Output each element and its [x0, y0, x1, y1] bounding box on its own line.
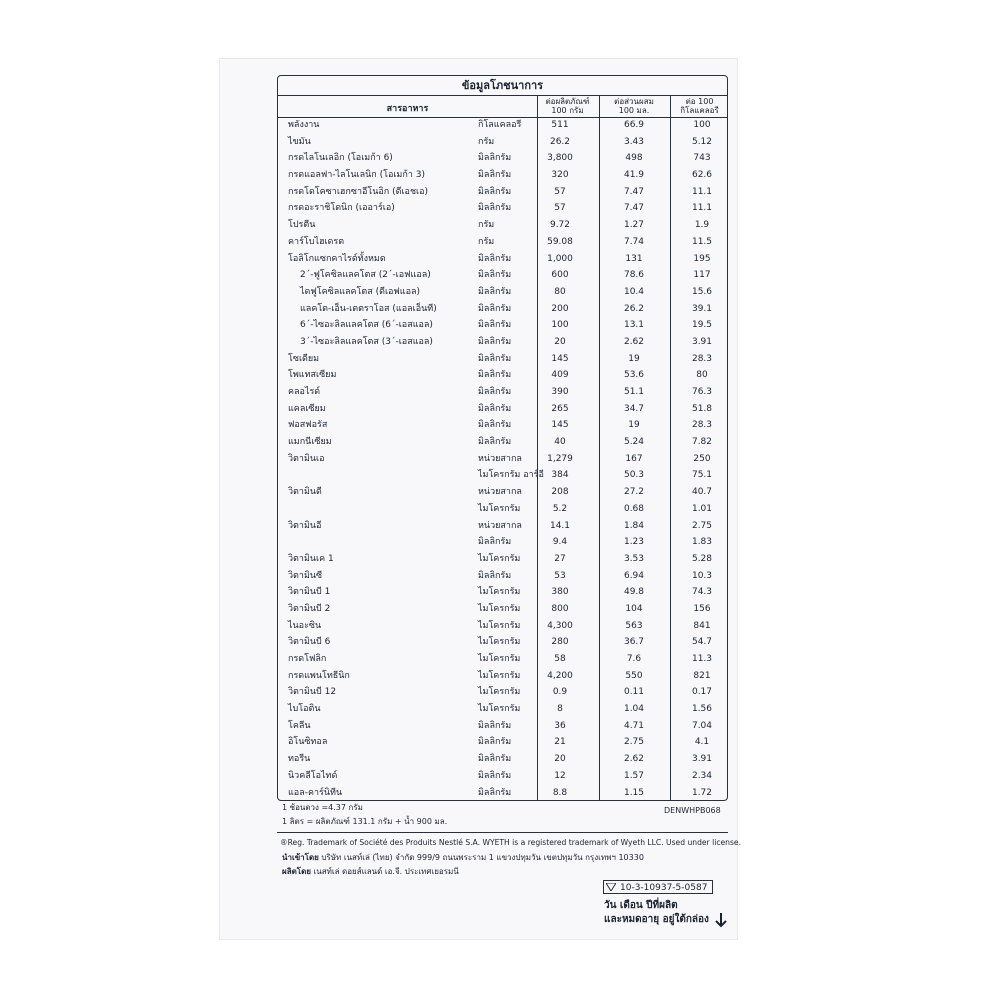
value-per-100ml: 41.9	[623, 170, 645, 181]
value-per-100kcal: 5.28	[691, 553, 713, 564]
litre-note: 1 ลิตร = ผลิตภัณฑ์ 131.1 กรัม + น้ำ 900 มล.	[282, 817, 448, 826]
value-per-100ml: 78.6	[623, 270, 645, 281]
value-per-100kcal: 11.3	[691, 654, 713, 664]
per-100g-header	[537, 97, 598, 115]
nutrient-name: โคลีน	[288, 720, 311, 731]
value-per-100kcal: 15.6	[691, 286, 713, 297]
value-per-100g: 800	[551, 603, 569, 614]
table-row	[278, 684, 727, 701]
value-per-100ml: 34.7	[623, 403, 645, 414]
value-per-100g: 1,279	[547, 453, 573, 464]
value-per-100g: 384	[551, 470, 569, 481]
nutrient-name: แคลเซียม	[288, 403, 326, 414]
value-per-100kcal: 11.1	[691, 203, 713, 214]
table-row	[278, 768, 727, 785]
product-code: DENWHPB068	[664, 806, 721, 815]
value-per-100g: 390	[551, 387, 569, 397]
triangle-icon	[606, 883, 616, 891]
value-per-100ml: 13.1	[623, 320, 645, 331]
value-per-100g: 58	[554, 654, 566, 664]
table-row	[278, 534, 727, 551]
value-per-100ml: 550	[625, 670, 643, 681]
nutrient-unit: มิลลิกรัม	[478, 336, 512, 347]
table-row	[278, 467, 727, 484]
nutrient-unit: มิลลิกรัม	[478, 537, 512, 548]
table-row	[278, 484, 727, 501]
value-per-100ml: 0.68	[623, 503, 645, 514]
nutrient-unit: มิลลิกรัม	[478, 170, 512, 181]
nutrient-unit: มิลลิกรัม	[478, 754, 512, 765]
nutrient-unit: มิลลิกรัม	[478, 420, 512, 431]
value-per-100g: 26.2	[549, 136, 571, 147]
value-per-100ml: 3.43	[623, 136, 645, 147]
value-per-100ml: 0.11	[623, 687, 645, 698]
value-per-100ml: 19	[628, 420, 640, 431]
value-per-100g: 600	[551, 270, 569, 281]
nutrient-unit: ไมโครกรัม	[478, 670, 521, 681]
table-row	[278, 401, 727, 418]
date-note-line1: วัน เดือน ปีที่ผลิต	[604, 900, 678, 911]
table-row	[278, 217, 727, 234]
nutrient-name: วิตามินบี 6	[288, 637, 331, 648]
value-per-100g: 8.8	[552, 787, 568, 798]
nutrient-name: 6´-ไซอะลิลแลคโตส (6´-เอสแอล)	[300, 320, 433, 331]
value-per-100ml: 131	[625, 253, 643, 264]
value-per-100kcal: 11.5	[691, 236, 713, 247]
value-per-100kcal: 1.83	[691, 537, 713, 548]
per-100kcal-header	[670, 97, 728, 115]
value-per-100g: 53	[554, 570, 566, 581]
value-per-100ml: 5.24	[623, 437, 645, 448]
value-per-100kcal: 10.3	[691, 570, 713, 581]
table-row	[278, 651, 727, 668]
table-row	[278, 718, 727, 735]
registration-box	[603, 880, 713, 894]
value-per-100g: 4,200	[547, 670, 573, 681]
value-per-100g: 145	[551, 353, 569, 364]
table-row	[278, 334, 727, 351]
nutrient-name: วิตามินเอ	[288, 453, 325, 464]
value-per-100kcal: 0.17	[691, 687, 713, 698]
maker-label: ผลิตโดย	[282, 867, 311, 876]
value-per-100kcal: 40.7	[691, 487, 713, 498]
nutrient-unit: ไมโครกรัม	[478, 503, 521, 514]
per-100kcal-header-line2: กิโลแคลอรี	[680, 106, 719, 115]
nutrient-name: นิวคลีโอไทด์	[288, 770, 338, 781]
value-per-100kcal: 250	[693, 453, 711, 464]
nutrient-name: โซเดียม	[288, 353, 320, 364]
value-per-100kcal: 5.12	[691, 136, 713, 147]
nutrient-unit: ไมโครกรัม	[478, 687, 521, 698]
nutrient-name: วิตามินดี	[288, 487, 322, 498]
value-per-100kcal: 51.8	[691, 403, 713, 414]
value-per-100ml: 53.6	[623, 370, 645, 381]
nutrient-name: วิตามินบี 12	[288, 687, 337, 698]
table-row	[278, 584, 727, 601]
value-per-100ml: 1.84	[623, 520, 645, 531]
nutrient-unit: หน่วยสากล	[478, 487, 522, 498]
value-per-100g: 4,300	[547, 620, 573, 631]
nutrient-name: 2´-ฟูโคซิลแลคโตส (2´-เอฟแอล)	[300, 270, 431, 281]
nutrient-name: กรดโดโคซาเฮกซาอีโนอิก (ดีเอชเอ)	[288, 186, 429, 197]
value-per-100g: 9.4	[552, 537, 568, 548]
value-per-100kcal: 76.3	[691, 387, 713, 397]
arrow-down-icon	[714, 912, 728, 928]
date-note	[604, 899, 709, 927]
value-per-100kcal: 841	[693, 620, 711, 631]
value-per-100ml: 26.2	[623, 303, 645, 314]
value-per-100ml: 49.8	[623, 587, 645, 598]
value-per-100ml: 7.47	[623, 186, 645, 197]
value-per-100ml: 6.94	[623, 570, 645, 581]
value-per-100kcal: 4.1	[694, 737, 710, 748]
value-per-100ml: 1.57	[623, 770, 645, 781]
nutrient-unit: กรัม	[478, 136, 495, 147]
table-row	[278, 701, 727, 718]
table-row	[278, 134, 727, 151]
table-row	[278, 518, 727, 535]
value-per-100kcal: 39.1	[691, 303, 713, 314]
nutrient-unit: มิลลิกรัม	[478, 253, 512, 264]
table-row	[278, 301, 727, 318]
value-per-100kcal: 62.6	[691, 170, 713, 181]
value-per-100ml: 66.9	[623, 120, 645, 130]
value-per-100g: 57	[554, 203, 566, 214]
nutrient-name: วิตามินบี 2	[288, 603, 331, 614]
nutrient-name: วิตามินเค 1	[288, 553, 334, 564]
importer-line	[282, 853, 644, 863]
nutrient-unit: ไมโครกรัม	[478, 553, 521, 564]
value-per-100kcal: 2.34	[691, 770, 713, 781]
nutrient-name: โปรตีน	[288, 220, 316, 231]
nutrient-name: ไขมัน	[288, 136, 311, 147]
value-per-100g: 14.1	[549, 520, 571, 531]
value-per-100kcal: 7.82	[691, 437, 713, 448]
value-per-100ml: 1.15	[623, 787, 645, 798]
value-per-100g: 280	[551, 637, 569, 648]
table-row	[278, 200, 727, 217]
table-row	[278, 251, 727, 268]
nutrient-name: ไดฟูโคซิลแลคโตส (ดีเอฟแอล)	[300, 286, 421, 297]
nutrient-name: พลังงาน	[288, 120, 320, 130]
value-per-100g: 21	[554, 737, 566, 748]
value-per-100ml: 167	[625, 453, 643, 464]
nutrient-unit: มิลลิกรัม	[478, 270, 512, 281]
value-per-100g: 20	[554, 754, 566, 765]
value-per-100kcal: 1.01	[691, 503, 713, 514]
nutrient-name: ทอรีน	[288, 754, 311, 765]
nutrient-unit: มิลลิกรัม	[478, 737, 512, 748]
table-row	[278, 785, 727, 802]
nutrient-unit: ไมโครกรัม	[478, 603, 521, 614]
nutrient-name: คาร์โบไฮเดรต	[288, 236, 345, 247]
table-row	[278, 317, 727, 334]
value-per-100ml: 7.74	[623, 236, 645, 247]
table-row	[278, 184, 727, 201]
nutrient-name: วิตามินบี 1	[288, 587, 331, 598]
nutrient-name: กรดไลโนเลอิก (โอเมก้า 6)	[288, 153, 393, 164]
value-per-100g: 100	[551, 320, 569, 331]
nutrient-name: กรดแอลฟา-ไลโนเลนิก (โอเมก้า 3)	[288, 170, 425, 181]
table-row	[278, 618, 727, 635]
value-per-100kcal: 743	[693, 153, 711, 164]
nutrient-name: แลคโต-เอ็น-เตตราโอส (แอลเอ็นที)	[300, 303, 437, 314]
value-per-100g: 208	[551, 487, 569, 498]
value-per-100kcal: 100	[693, 120, 711, 130]
nutrient-unit: มิลลิกรัม	[478, 320, 512, 331]
per-100ml-header-line1: ต่อส่วนผสม	[614, 97, 654, 106]
nutrient-name: แอล-คาร์นิทีน	[288, 787, 343, 798]
value-per-100ml: 1.04	[623, 704, 645, 715]
table-title: ข้อมูลโภชนาการ	[278, 76, 727, 96]
value-per-100g: 320	[551, 170, 569, 181]
value-per-100g: 265	[551, 403, 569, 414]
nutrient-name: คลอไรด์	[288, 387, 321, 397]
nutrient-unit: ไมโครกรัม	[478, 620, 521, 631]
value-per-100g: 1,000	[547, 253, 573, 264]
nutrient-name: วิตามินอี	[288, 520, 322, 531]
table-row	[278, 167, 727, 184]
nutrient-unit: มิลลิกรัม	[478, 286, 512, 297]
value-per-100kcal: 75.1	[691, 470, 713, 481]
table-row	[278, 434, 727, 451]
nutrient-name: ฟอสฟอรัส	[288, 420, 328, 431]
nutrient-column-header: สารอาหาร	[386, 104, 429, 114]
table-row	[278, 367, 727, 384]
value-per-100kcal: 3.91	[691, 754, 713, 765]
nutrient-unit: มิลลิกรัม	[478, 387, 512, 397]
value-per-100ml: 3.53	[623, 553, 645, 564]
nutrient-unit: มิลลิกรัม	[478, 437, 512, 448]
footer-divider	[277, 832, 728, 833]
scoop-note: 1 ช้อนตวง =4.37 กรัม	[282, 803, 363, 812]
value-per-100g: 8	[557, 704, 563, 715]
value-per-100g: 409	[551, 370, 569, 381]
nutrient-name: โอลิโกแซกคาไรด์ทั้งหมด	[288, 253, 386, 264]
per-100ml-header	[599, 97, 669, 115]
nutrient-unit: มิลลิกรัม	[478, 186, 512, 197]
value-per-100kcal: 19.5	[691, 320, 713, 331]
value-per-100ml: 498	[625, 153, 643, 164]
value-per-100kcal: 11.1	[691, 186, 713, 197]
nutrient-name: กรดแพนโทธีนิก	[288, 670, 350, 681]
value-per-100ml: 1.27	[623, 220, 645, 231]
value-per-100g: 145	[551, 420, 569, 431]
table-row	[278, 417, 727, 434]
importer-label: นำเข้าโดย	[282, 853, 319, 862]
table-row	[278, 267, 727, 284]
value-per-100g: 36	[554, 720, 566, 731]
value-per-100ml: 50.3	[623, 470, 645, 481]
value-per-100g: 0.9	[552, 687, 568, 698]
table-row	[278, 751, 727, 768]
value-per-100kcal: 117	[693, 270, 711, 281]
value-per-100ml: 2.62	[623, 336, 645, 347]
per-100g-header-line1: ต่อผลิตภัณฑ์	[545, 97, 590, 106]
per-100kcal-header-line1: ต่อ 100	[685, 97, 714, 106]
nutrient-unit: ไมโครกรัม	[478, 587, 521, 598]
table-row	[278, 451, 727, 468]
value-per-100ml: 7.6	[626, 654, 642, 664]
nutrient-unit: กรัม	[478, 236, 495, 247]
maker-line	[282, 867, 459, 877]
nutrient-unit: กิโลแคลอรี	[478, 120, 522, 130]
table-row	[278, 734, 727, 751]
nutrient-unit: มิลลิกรัม	[478, 787, 512, 798]
table-header	[278, 96, 727, 118]
value-per-100kcal: 7.04	[691, 720, 713, 731]
value-per-100g: 380	[551, 587, 569, 598]
table-body	[278, 117, 727, 801]
nutrient-unit: ไมโครกรัม	[478, 637, 521, 648]
table-row	[278, 234, 727, 251]
nutrient-name: แมกนีเซียม	[288, 437, 332, 448]
value-per-100kcal: 3.91	[691, 336, 713, 347]
nutrient-name: วิตามินซี	[288, 570, 323, 581]
table-row	[278, 384, 727, 401]
value-per-100ml: 7.47	[623, 203, 645, 214]
nutrient-unit: มิลลิกรัม	[478, 570, 512, 581]
value-per-100ml: 36.7	[623, 637, 645, 648]
value-per-100ml: 2.62	[623, 754, 645, 765]
value-per-100ml: 19	[628, 353, 640, 364]
nutrient-name: ไนอะซิน	[288, 620, 322, 631]
value-per-100g: 57	[554, 186, 566, 197]
value-per-100g: 3,800	[547, 153, 573, 164]
value-per-100kcal: 54.7	[691, 637, 713, 648]
value-per-100ml: 27.2	[623, 487, 645, 498]
nutrient-name: กรดโฟลิก	[288, 654, 327, 664]
table-row	[278, 150, 727, 167]
table-row	[278, 668, 727, 685]
nutrient-unit: มิลลิกรัม	[478, 303, 512, 314]
table-row	[278, 501, 727, 518]
value-per-100g: 511	[551, 120, 569, 130]
value-per-100ml: 51.1	[623, 387, 645, 397]
per-100ml-header-line2: 100 มล.	[618, 106, 650, 115]
maker-text: เนสท์เล่ ดอยส์แลนด์ เอ.จี. ประเทศเยอรมนี	[313, 867, 459, 876]
value-per-100kcal: 1.9	[694, 220, 710, 231]
nutrient-name: 3´-ไซอะลิลแลคโตส (3´-เอสแอล)	[300, 336, 433, 347]
value-per-100g: 40	[554, 437, 566, 448]
value-per-100kcal: 74.3	[691, 587, 713, 598]
trademark-note: ®Reg. Trademark of Société des Produits Nestlé S.A. WYETH is a registered trademark of Wyeth LLC. Used under license.	[280, 838, 742, 847]
nutrient-unit: มิลลิกรัม	[478, 370, 512, 381]
table-row	[278, 634, 727, 651]
value-per-100g: 9.72	[549, 220, 571, 231]
table-row	[278, 551, 727, 568]
value-per-100kcal: 821	[693, 670, 711, 681]
value-per-100ml: 1.23	[623, 537, 645, 548]
nutrient-unit: มิลลิกรัม	[478, 353, 512, 364]
nutrient-unit: มิลลิกรัม	[478, 203, 512, 214]
value-per-100g: 200	[551, 303, 569, 314]
table-row	[278, 568, 727, 585]
nutrient-unit: หน่วยสากล	[478, 520, 522, 531]
value-per-100g: 12	[554, 770, 566, 781]
value-per-100kcal: 80	[696, 370, 708, 381]
nutrient-unit: ไมโครกรัม	[478, 654, 521, 664]
nutrient-name: อิโนซิทอล	[288, 737, 328, 748]
value-per-100kcal: 156	[693, 603, 711, 614]
value-per-100kcal: 195	[693, 253, 711, 264]
table-row	[278, 351, 727, 368]
nutrient-unit: ไมโครกรัม	[478, 704, 521, 715]
value-per-100ml: 4.71	[623, 720, 645, 731]
nutrient-unit: มิลลิกรัม	[478, 770, 512, 781]
table-row	[278, 117, 727, 134]
value-per-100kcal: 1.72	[691, 787, 713, 798]
nutrient-unit: กรัม	[478, 220, 495, 231]
table-row	[278, 284, 727, 301]
value-per-100g: 5.2	[552, 503, 568, 514]
value-per-100kcal: 2.75	[691, 520, 713, 531]
nutrition-table	[277, 75, 728, 801]
importer-text: บริษัท เนสท์เล่ (ไทย) จำกัด 999/9 ถนนพระราม 1 แขวงปทุมวัน เขตปทุมวัน กรุงเทพฯ 10330	[321, 853, 644, 862]
value-per-100g: 59.08	[547, 236, 573, 247]
value-per-100g: 20	[554, 336, 566, 347]
value-per-100ml: 10.4	[623, 286, 645, 297]
value-per-100kcal: 1.56	[691, 704, 713, 715]
table-row	[278, 601, 727, 618]
registration-number: 10-3-10937-5-0587	[620, 883, 708, 893]
value-per-100g: 27	[554, 553, 566, 564]
nutrient-name: โพแทสเซียม	[288, 370, 337, 381]
value-per-100kcal: 28.3	[691, 420, 713, 431]
value-per-100ml: 104	[625, 603, 643, 614]
value-per-100ml: 2.75	[623, 737, 645, 748]
nutrient-unit: ไมโครกรัม อาร์อี	[478, 470, 544, 481]
value-per-100ml: 563	[625, 620, 643, 631]
nutrient-name: กรดอะราชิโดนิก (เออาร์เอ)	[288, 203, 395, 214]
value-per-100kcal: 28.3	[691, 353, 713, 364]
nutrient-unit: มิลลิกรัม	[478, 403, 512, 414]
value-per-100g: 80	[554, 286, 566, 297]
nutrient-unit: มิลลิกรัม	[478, 153, 512, 164]
per-100g-header-line2: 100 กรัม	[551, 106, 584, 115]
nutrient-unit: หน่วยสากล	[478, 453, 522, 464]
date-note-line2: และหมดอายุ อยู่ใต้กล่อง	[604, 914, 709, 925]
nutrient-unit: มิลลิกรัม	[478, 720, 512, 731]
nutrient-name: ไบโอติน	[288, 704, 321, 715]
